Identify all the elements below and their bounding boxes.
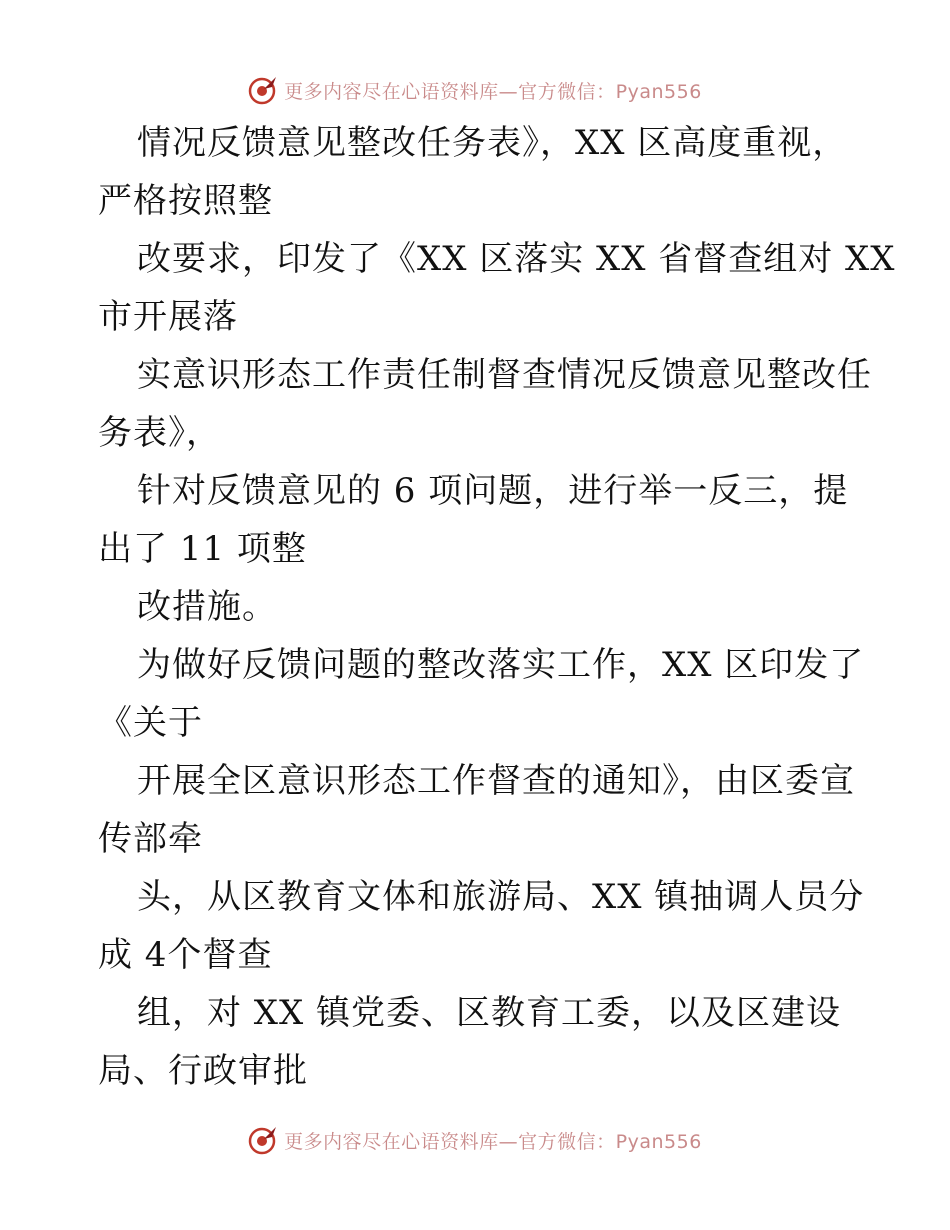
paragraph-line: 开展全区意识形态工作督查的通知》，由区委宣 <box>137 761 855 801</box>
paragraph-line: 针对反馈意见的 6 项问题，进行举一反三，提 <box>137 471 849 511</box>
quill-logo-icon <box>248 75 278 105</box>
paragraph-line: 严格按照整 <box>98 181 273 221</box>
paragraph-line: 传部牵 <box>98 819 203 859</box>
paragraph-line: 成 4个督查 <box>98 935 273 975</box>
footer-banner <box>0 1120 950 1160</box>
paragraph-line: 实意识形态工作责任制督查情况反馈意见整改任 <box>137 355 872 395</box>
quill-logo-icon <box>248 1125 278 1155</box>
paragraph-line: 市开展落 <box>98 297 238 337</box>
paragraph-line: 局、行政审批 <box>98 1051 308 1091</box>
header-banner <box>0 70 950 110</box>
paragraph-line: 务表》， <box>98 413 221 453</box>
footer-banner-text: 更多内容尽在心语资料库—官方微信：Pyan556 <box>284 1130 702 1153</box>
header-banner-text: 更多内容尽在心语资料库—官方微信：Pyan556 <box>284 80 702 103</box>
paragraph-line: 组，对 XX 镇党委、区教育工委，以及区建设 <box>137 993 842 1033</box>
paragraph-line: 改措施。 <box>137 587 277 627</box>
paragraph-line: 为做好反馈问题的整改落实工作，XX 区印发了 <box>137 645 865 685</box>
paragraph-line: 情况反馈意见整改任务表》，XX 区高度重视， <box>137 123 848 163</box>
paragraph-line: 《关于 <box>98 703 203 743</box>
paragraph-line: 改要求，印发了《XX 区落实 XX 省督查组对 XX <box>137 239 896 279</box>
paragraph-line: 出了 11 项整 <box>98 529 307 569</box>
paragraph-line: 头，从区教育文体和旅游局、XX 镇抽调人员分 <box>137 877 865 917</box>
